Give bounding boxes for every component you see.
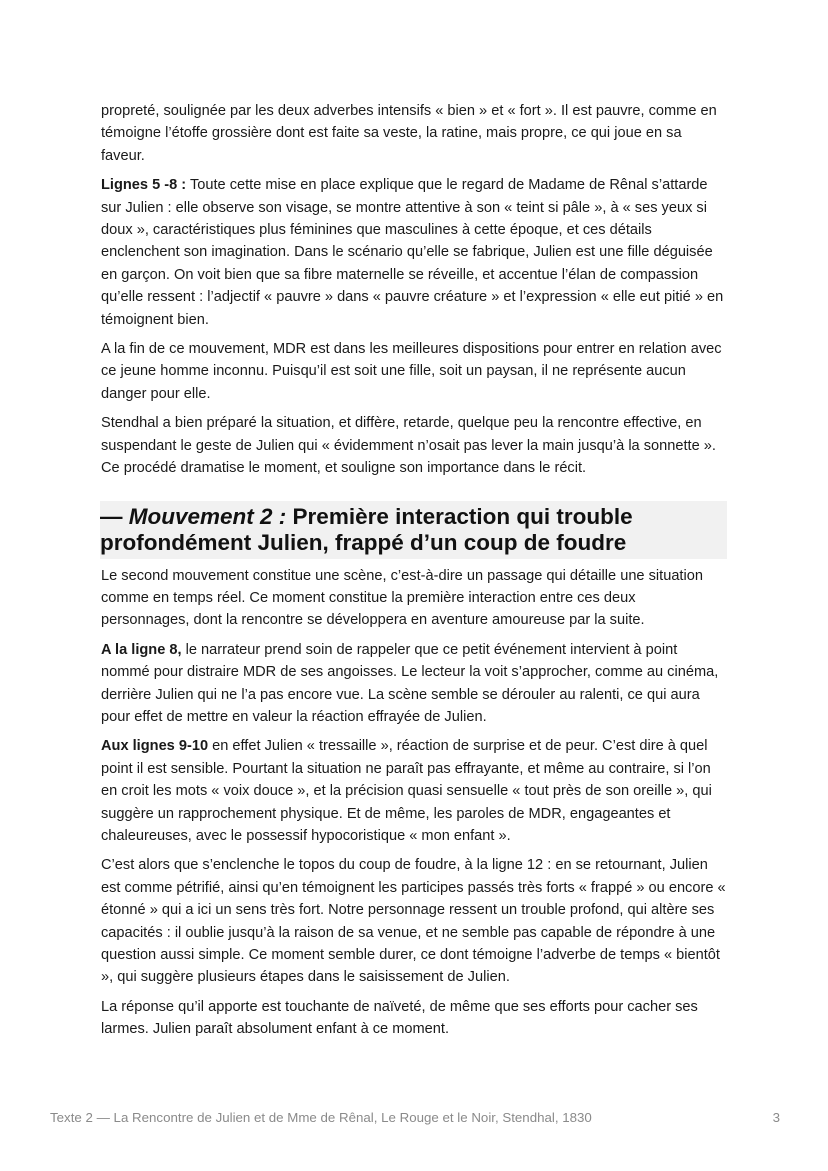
paragraph: [101, 338, 727, 405]
paragraph-text: le narrateur prend soin de rappeler que ce petit événement intervient à point nommé pour distraire MDR de ses angoisses. Le lecteur la voit s’approcher, comme au cinéma, derrière Julien qui ne l’a pas encore vue. La scène semble se dérouler au ralenti, ce qui aura pour effet de mettre en valeur la réaction effrayée de Julien.: [101, 641, 719, 725]
heading-prefix: —: [100, 503, 129, 529]
paragraph-text: propreté, soulignée par les deux adverbes intensifs « bien » et « fort ». Il est pauvre, comme en témoigne l’étoffe grossière dont est faite sa veste, la ratine, mais propre, ce qui joue en sa faveur.: [101, 103, 717, 164]
paragraph: [101, 996, 727, 1041]
page-number: 3: [772, 1110, 780, 1125]
paragraph: [101, 735, 727, 847]
page-content: [101, 100, 727, 1048]
paragraph-text: en effet Julien « tressaille », réaction de surprise et de peur. C’est dire à quel point il est sensible. Pourtant la situation ne paraît pas effrayante, et même au contraire, si l’on en croit les mots « voix douce », et la précision quasi sensuelle « tout près de son oreille », qui suggère un rapprochement physique. Et de même, les paroles de MDR, engageantes et chaleureuses, avec le possessif hypocoristique « mon enfant ».: [101, 738, 712, 844]
paragraph-text: A la fin de ce mouvement, MDR est dans les meilleures dispositions pour entrer en relation avec ce jeune homme inconnu. Puisqu’il est soit une fille, soit un paysan, il ne représente aucun danger pour elle.: [101, 341, 722, 402]
paragraph-text: Le second mouvement constitue une scène, c’est-à-dire un passage qui détaille une situation comme en temps réel. Ce moment constitue la première interaction entre ces deux personnages, dont la rencontre se développera en aventure amoureuse par la suite.: [101, 567, 703, 629]
paragraph: [101, 854, 727, 988]
paragraph: [101, 100, 727, 167]
paragraph: [101, 639, 727, 729]
paragraph: [101, 565, 727, 632]
footer-title: Texte 2 — La Rencontre de Julien et de Mme de Rênal, Le Rouge et le Noir, Stendhal, 1830: [50, 1110, 592, 1125]
paragraph-text: Toute cette mise en place explique que le regard de Madame de Rênal s’attarde sur Julien : elle observe son visage, se montre attentive à son « teint si pâle », à « ses yeux si doux », caractéristiques plus féminines que masculines à cette époque, et ces détails enclenchent son imagination. Dans le scénario qu’elle se fabrique, Julien est une fille déguisée en garçon. On voit bien que sa fibre maternelle se réveille, et accentue l’élan de compassion qu’elle ressent : l’adjectif « pauvre » dans « pauvre créature » et l’expression « elle eut pitié » en témoignent bien.: [101, 177, 724, 328]
paragraph: [101, 412, 727, 479]
paragraph-text: Stendhal a bien préparé la situation, et diffère, retarde, quelque peu la rencontre effective, en suspendant le geste de Julien qui « évidemment n’osait pas lever la main jusqu’à la sonnette ». Ce procédé dramatise le moment, et souligne son importance dans le récit.: [101, 415, 716, 477]
paragraph-text: La réponse qu’il apporte est touchante de naïveté, de même que ses efforts pour cacher ses larmes. Julien paraît absolument enfant à ce moment.: [101, 998, 698, 1038]
heading-italic: Mouvement 2 :: [128, 503, 287, 529]
section-heading: [100, 501, 727, 559]
paragraph-lead: A la ligne 8,: [101, 641, 182, 658]
paragraph: [101, 174, 727, 331]
paragraph-text: C’est alors que s’enclenche le topos du coup de foudre, à la ligne 12 : en se retournant, Julien est comme pétrifié, ainsi qu’en témoignent les participes passés très forts « frappé » ou encore « étonné » qui a ici un sens très fort. Notre personnage ressent un trouble profond, qui altère ses capacités : il oublie jusqu’à la raison de sa venue, et ne semble pas capable de répondre à une question aussi simple. Ce moment semble durer, ce dont témoigne l’adverbe de temps « bientôt », qui suggère plusieurs étapes dans le saisissement de Julien.: [101, 857, 726, 986]
paragraph-lead: Lignes 5 -8 :: [101, 177, 187, 194]
heading-text: Première interaction qui trouble profondément Julien, frappé d’un coup de foudre: [100, 503, 633, 555]
paragraph-lead: Aux lignes 9-10: [101, 738, 209, 755]
